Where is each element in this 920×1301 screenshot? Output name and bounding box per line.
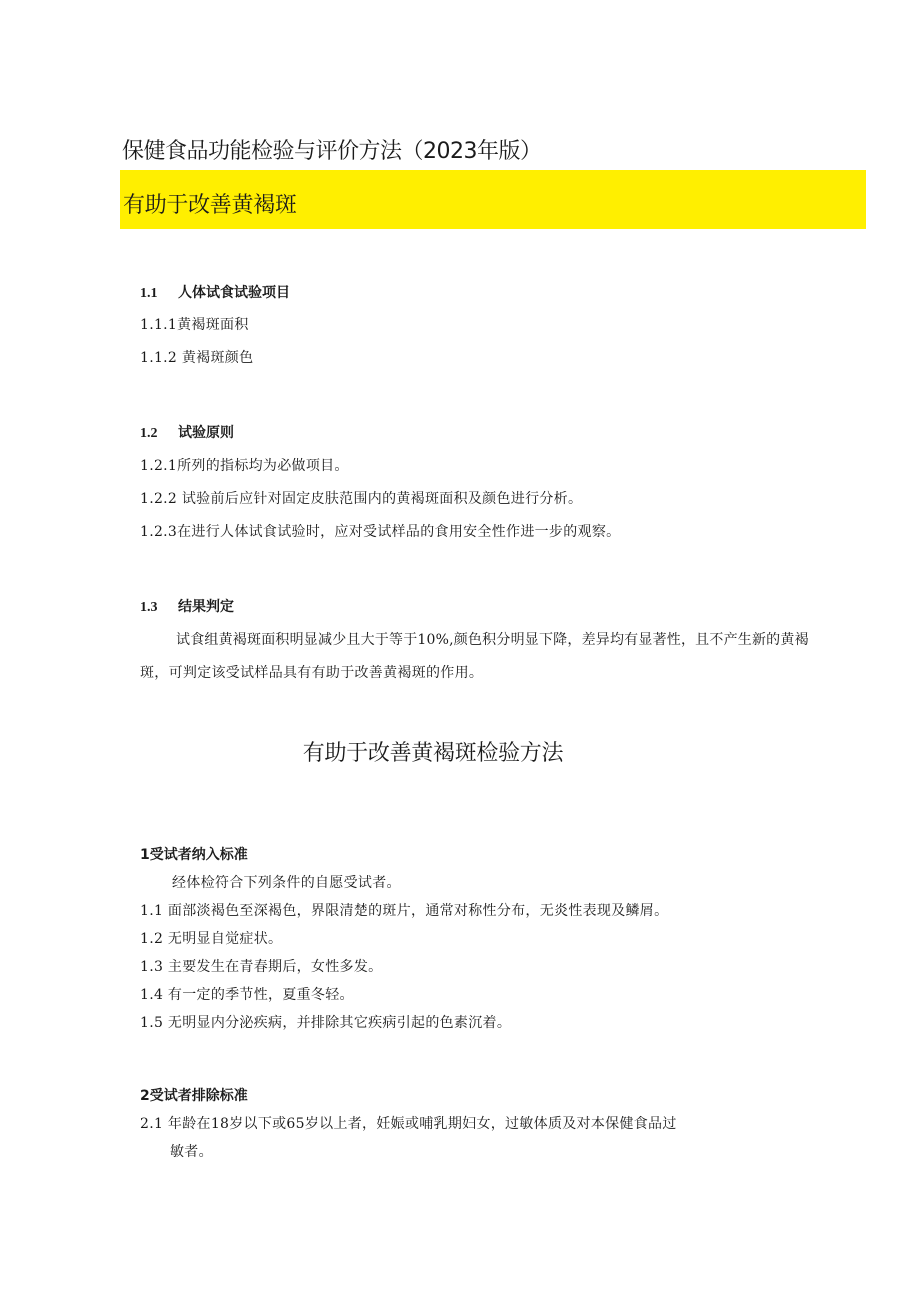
section-heading-1-1 bbox=[140, 282, 290, 302]
list-item: 1.2.1所列的指标均为必做项目。 bbox=[140, 458, 349, 474]
list-item: 1.1 面部淡褐色至深褐色，界限清楚的斑片，通常对称性分布，无炎性表现及鳞屑。 bbox=[140, 903, 669, 919]
list-item: 1.2 无明显自觉症状。 bbox=[140, 931, 283, 947]
method-title: 有助于改善黄褐斑检验方法 bbox=[302, 741, 564, 766]
section-heading-1-2 bbox=[140, 422, 234, 442]
section-number: 1.2 bbox=[140, 426, 158, 441]
list-item: 2.1 年龄在18岁以下或65岁以上者，妊娠或哺乳期妇女，过敏体质及对本保健食品过 bbox=[140, 1116, 677, 1132]
paragraph-line: 斑，可判定该受试样品具有有助于改善黄褐斑的作用。 bbox=[140, 665, 484, 681]
list-item: 1.4 有一定的季节性，夏重冬轻。 bbox=[140, 987, 354, 1003]
section-title: 人体试食试验项目 bbox=[178, 285, 290, 301]
list-item: 1.1.1黄褐斑面积 bbox=[140, 317, 249, 333]
exclusion-heading: 2受试者排除标准 bbox=[140, 1088, 248, 1104]
section-heading-1-3 bbox=[140, 596, 234, 616]
section-number: 1.3 bbox=[140, 600, 158, 615]
list-item: 1.1.2 黄褐斑颜色 bbox=[140, 350, 254, 366]
document-title: 保健食品功能检验与评价方法（2023年版） bbox=[122, 139, 542, 164]
list-item: 1.2.2 试验前后应针对固定皮肤范围内的黄褐斑面积及颜色进行分析。 bbox=[140, 491, 583, 507]
section-title: 结果判定 bbox=[178, 599, 234, 615]
section-title: 试验原则 bbox=[178, 425, 234, 441]
list-item-continuation: 敏者。 bbox=[170, 1144, 213, 1160]
highlighted-section-banner bbox=[120, 170, 866, 229]
paragraph-line: 经体检符合下列条件的自愿受试者。 bbox=[172, 875, 401, 891]
paragraph-line: 试食组黄褐斑面积明显减少且大于等于10%,颜色积分明显下降，差异均有显著性，且不产生新的黄褐 bbox=[176, 632, 809, 648]
list-item: 1.3 主要发生在青春期后，女性多发。 bbox=[140, 959, 383, 975]
list-item: 1.5 无明显内分泌疾病，并排除其它疾病引起的色素沉着。 bbox=[140, 1015, 512, 1031]
section-number: 1.1 bbox=[140, 286, 158, 301]
list-item: 1.2.3在进行人体试食试验时，应对受试样品的食用安全性作进一步的观察。 bbox=[140, 524, 621, 540]
banner-title: 有助于改善黄褐斑 bbox=[123, 193, 297, 218]
inclusion-heading: 1受试者纳入标准 bbox=[140, 847, 248, 863]
